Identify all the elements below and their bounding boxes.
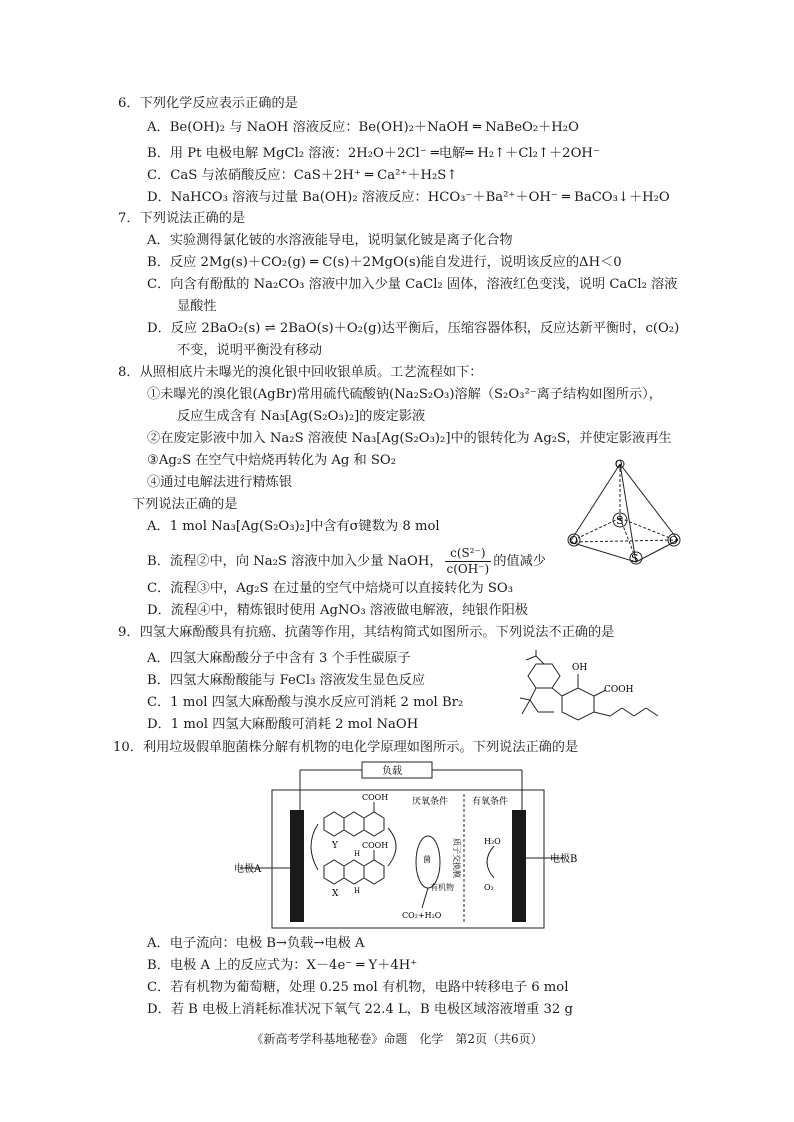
q8-option-b xyxy=(147,546,546,577)
tetra-label-o-left: O xyxy=(569,534,579,547)
h2o-label: H₂O xyxy=(484,837,501,846)
anaerobic-label: 厌氧条件 xyxy=(412,797,449,807)
load-label: 负载 xyxy=(382,766,402,777)
q8-step4: ④通过电解法进行精炼银 xyxy=(147,475,293,490)
electrode-b-label: 电极B xyxy=(550,854,578,865)
cooh-label-x: COOH xyxy=(362,841,389,850)
cell-diagram-figure xyxy=(232,758,592,930)
bacteria-label: 菌 xyxy=(423,855,431,864)
tetra-label-s-bottom: S xyxy=(631,552,639,565)
q8-fraction-numerator: c(S²⁻) xyxy=(445,546,492,562)
q9-stem xyxy=(118,624,614,642)
q8-stem: 8．从照相底片未曝光的溴化银中回收银单质。工艺流程如下： xyxy=(118,365,483,380)
q7-option-b: B．反应 2Mg(s)＋CO₂(g) ═ C(s)＋2MgO(s)能自发进行，说明该反应的ΔH＜0 xyxy=(147,255,622,270)
q7-option-d-line2: 不变，说明平衡没有移动 xyxy=(177,343,323,358)
q6-option-b: B．用 Pt 电极电解 MgCl₂ 溶液：2H₂O＋2Cl⁻ ═电解═ H₂↑＋Cl₂↑＋2OH⁻ xyxy=(147,146,600,161)
organic-label: 有机物 xyxy=(430,883,454,892)
thca-label-cooh: COOH xyxy=(604,685,634,695)
q9-option-d: D．1 mol 四氢大麻酚酸可消耗 2 mol NaOH xyxy=(147,717,419,732)
page-footer: 《新高考学科基地秘卷》命题 化学 第2页（共6页） xyxy=(251,1032,543,1046)
tetra-label-s-center: S xyxy=(616,514,624,527)
q8-option-c: C．流程③中，Ag₂S 在过量的空气中焙烧可以直接转化为 SO₃ xyxy=(147,581,514,596)
q8-step1-line1: ①未曝光的溴化银(AgBr)常用硫代硫酸钠(Na₂S₂O₃)溶解（S₂O₃²⁻离子结构如图所示）， xyxy=(147,387,662,402)
q7-option-a: A．实验测得氯化铍的水溶液能导电，说明氯化铍是离子化合物 xyxy=(147,233,513,248)
q10-option-b: B．电极 A 上的反应式为：X－4e⁻ ═ Y＋4H⁺ xyxy=(147,958,418,973)
aerobic-label: 有氧条件 xyxy=(472,797,509,807)
q10-option-a: A．电子流向：电极 B→负载→电极 A xyxy=(147,936,365,951)
q6-option-c: C．CaS 与浓硝酸反应：CaS＋2H⁺ ═ Ca²⁺＋H₂S↑ xyxy=(147,168,458,183)
q9-option-c: C．1 mol 四氢大麻酚酸与溴水反应可消耗 2 mol Br₂ xyxy=(147,695,464,710)
molecule-x-label: X xyxy=(332,889,339,899)
q8-ask: 下列说法正确的是 xyxy=(132,497,238,512)
cooh-label-y: COOH xyxy=(362,793,389,802)
q9-option-a: A．四氢大麻酚酸分子中含有 3 个手性碳原子 xyxy=(147,651,411,666)
tetra-label-o-right: O xyxy=(669,534,679,547)
q10-option-d: D．若 B 电极上消耗标准状况下氧气 22.4 L，B 电极区域溶液增重 32 g xyxy=(147,1002,573,1017)
nh-label-bottom: H xyxy=(354,887,361,895)
thiosulfate-tetrahedron-figure xyxy=(560,458,690,578)
q8-step2: ②在废定影液中加入 Na₂S 溶液使 Na₃[Ag(S₂O₃)₂]中的银转化为 Ag₂S，并使定影液再生 xyxy=(147,431,672,446)
q7-stem: 7．下列说法正确的是 xyxy=(118,211,246,226)
q10-option-c: C．若有机物为葡萄糖，处理 0.25 mol 有机物，电路中转移电子 6 mol xyxy=(147,980,569,995)
q7-option-c-line1: C．向含有酚酞的 Na₂CO₃ 溶液中加入少量 CaCl₂ 固体，溶液红色变浅，说明 CaCl₂ 溶液 xyxy=(147,277,678,292)
q8-fraction-denominator: c(OH⁻) xyxy=(446,562,490,576)
nh-label-top: H xyxy=(354,850,361,858)
electrode-a-label: 电极A xyxy=(234,864,262,875)
o2-label: O₂ xyxy=(484,883,494,892)
electrode-a-plate xyxy=(290,810,304,922)
q8-option-b-suffix: 的值减少 xyxy=(493,554,546,569)
q8-fraction xyxy=(445,546,492,577)
co2-h2o-label: CO₂+H₂O xyxy=(402,911,442,920)
q10-stem: 10．利用垃圾假单胞菌株分解有机物的电化学原理如图所示。下列说法正确的是 xyxy=(113,740,579,755)
q6-option-d: D．NaHCO₃ 溶液与过量 Ba(OH)₂ 溶液反应：HCO₃⁻＋Ba²⁺＋OH⁻ ═ BaCO₃↓＋H₂O xyxy=(147,190,670,205)
electrode-b-plate xyxy=(512,810,526,922)
molecule-y-label: Y xyxy=(332,841,338,851)
q8-option-a: A．1 mol Na₃[Ag(S₂O₃)₂]中含有σ键数为 8 mol xyxy=(147,519,440,534)
thca-label-oh: OH xyxy=(572,663,588,673)
tetra-label-o-top: O xyxy=(615,460,623,470)
q7-option-c-line2: 显酸性 xyxy=(177,299,217,314)
q6-stem: 6．下列化学反应表示正确的是 xyxy=(118,96,298,111)
q8-option-b-prefix: B．流程②中，向 Na₂S 溶液中加入少量 NaOH， xyxy=(147,554,443,569)
q9-stem-text: 9．四氢大麻酚酸具有抗癌、抗菌等作用，其结构简式如图所示。下列说法不正确的是 xyxy=(118,625,615,640)
q8-step3: ③Ag₂S 在空气中焙烧再转化为 Ag 和 SO₂ xyxy=(147,453,397,468)
thca-structure-figure xyxy=(518,650,690,726)
q8-option-d: D．流程④中，精炼银时使用 AgNO₃ 溶液做电解液，纯银作阳极 xyxy=(147,603,529,618)
q8-step1-line2: 反应生成含有 Na₃[Ag(S₂O₃)₂]的废定影液 xyxy=(177,409,426,424)
q9-option-b: B．四氢大麻酚酸能与 FeCl₃ 溶液发生显色反应 xyxy=(147,673,426,688)
q6-option-a: A．Be(OH)₂ 与 NaOH 溶液反应：Be(OH)₂＋NaOH ═ NaBeO₂＋H₂O xyxy=(147,120,579,135)
membrane-label: 质子交换膜 xyxy=(452,838,461,878)
q7-option-d-line1: D．反应 2BaO₂(s) ⇌ 2BaO(s)＋O₂(g)达平衡后，压缩容器体积，反应达新平衡时，c(O₂) xyxy=(147,321,680,336)
